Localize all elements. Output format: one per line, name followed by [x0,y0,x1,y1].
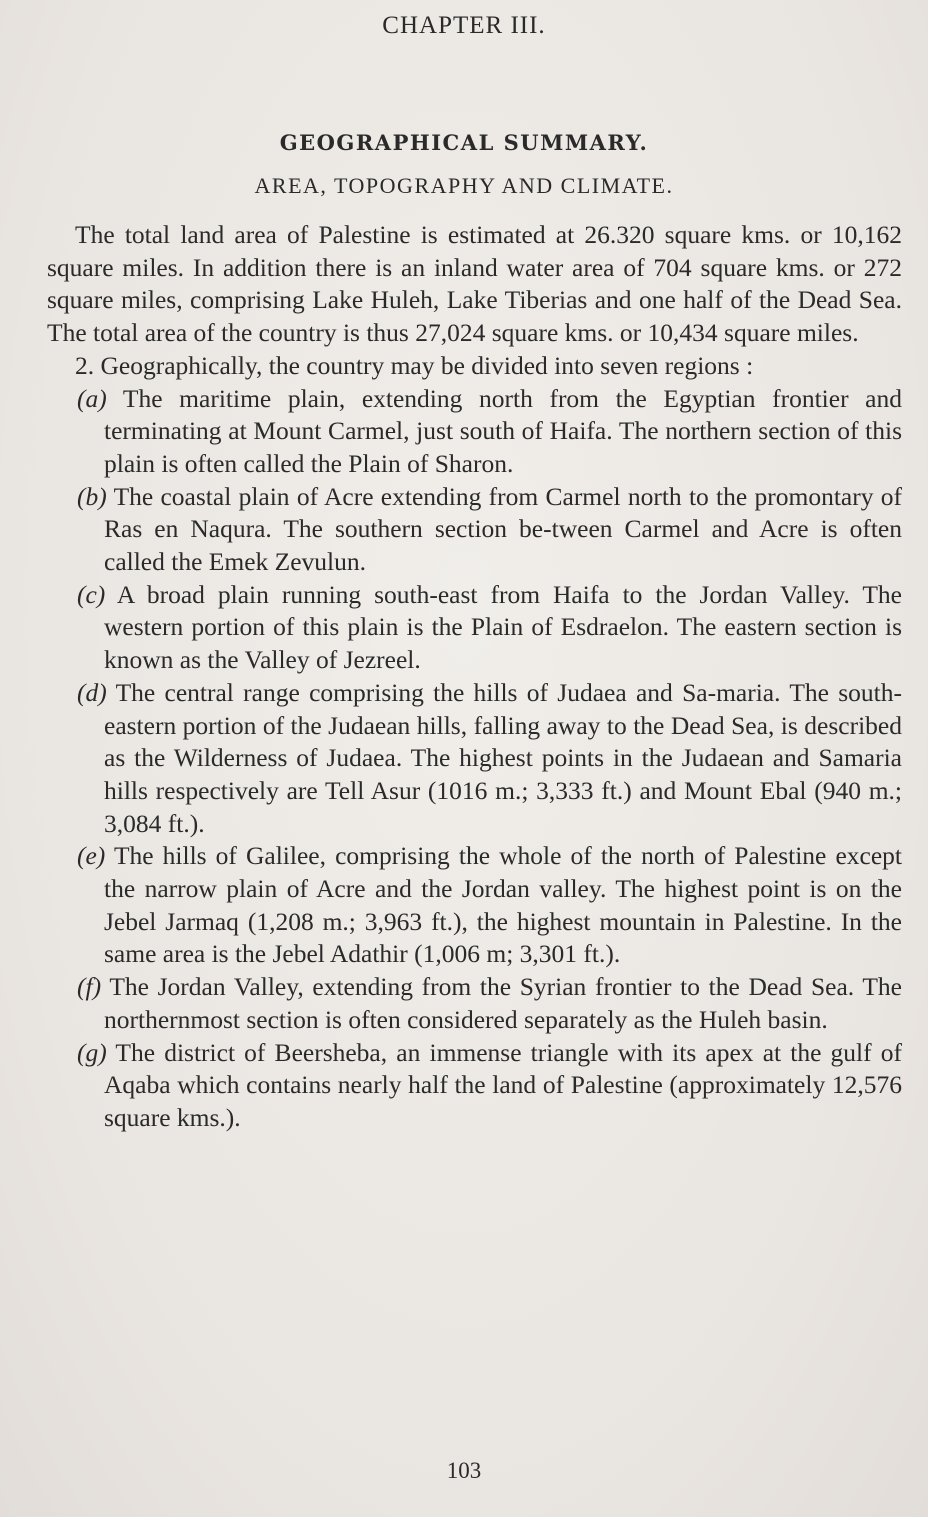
region-item-f [47,971,902,1036]
section-title: GEOGRAPHICAL SUMMARY. [279,130,649,155]
item-label: (f) [77,972,102,1002]
item-text: The hills of Galilee, comprising the whole of the north of Palestine except the narrow plain of Acre and the Jordan valley. The highest point is on the Jebel Jarmaq (1,208 m.; 3,963 ft.), the highest mountain in Palestine. In the same area is the Jebel Adathir (1,006 m; 3,301 ft.). [104,841,902,969]
region-item-d [47,677,902,841]
item-label: (c) [77,579,106,609]
item-text: The maritime plain, extending north from the Egyptian frontier and terminating at Mount Carmel, just south of Haifa. The northern section of this plain is often called the Plain of Sharon. [104,383,902,478]
paragraph-area: The total land area of Palestine is estimated at 26.320 square kms. or 10,162 square miles. In addition there is an inland water area of 704 square kms. or 272 square miles, comprising Lake Huleh, Lake Tiberias and one half of the Dead Sea. The total area of the country is thus 27,024 square kms. or 10,434 square miles. [47,220,902,348]
item-text: The coastal plain of Acre extending from Carmel north to the promontary of Ras en Naqura. The southern section be-tween Carmel and Acre is often called the Emek Zevulun. [104,481,902,577]
item-label: (a) [77,383,107,413]
paragraph-regions-intro: 2. Geographically, the country may be divided into seven regions : [75,350,754,380]
section-subtitle: AREA, TOPOGRAPHY AND CLIMATE. [254,173,674,198]
item-text: The central range comprising the hills of Judaea and Sa-maria. The south-eastern portion of the Judaean hills, falling away to the Dead Sea, is described as the Wilderness of Judaea. The highest points in the Judaean and Samaria hills respectively are Tell Asur (1016 m.; 3,333 ft.) and Mount Ebal (940 m.; 3,084 ft.). [104,677,902,838]
item-text: The district of Beersheba, an immense triangle with its apex at the gulf of Aqaba which contains nearly half the land of Palestine (approximately 12,576 square kms.). [104,1037,902,1132]
item-label: (g) [77,1037,107,1067]
region-item-g [47,1037,902,1135]
item-label: (e) [77,841,106,871]
chapter-heading: CHAPTER III. [382,12,546,39]
page-number: 103 [446,1458,482,1483]
item-label: (b) [77,481,107,511]
item-text: The Jordan Valley, extending from the Syrian frontier to the Dead Sea. The northernmost section is often considered separately as the Huleh basin. [104,972,903,1034]
region-item-c [47,579,902,677]
region-item-b [47,481,902,579]
region-item-e [47,840,902,971]
region-item-a [47,383,902,481]
item-text: A broad plain running south-east from Haifa to the Jordan Valley. The western portion of this plain is the Plain of Esdraelon. The eastern section is known as the Valley of Jezreel. [104,579,903,675]
item-label: (d) [77,677,107,707]
body-text [47,219,902,1135]
